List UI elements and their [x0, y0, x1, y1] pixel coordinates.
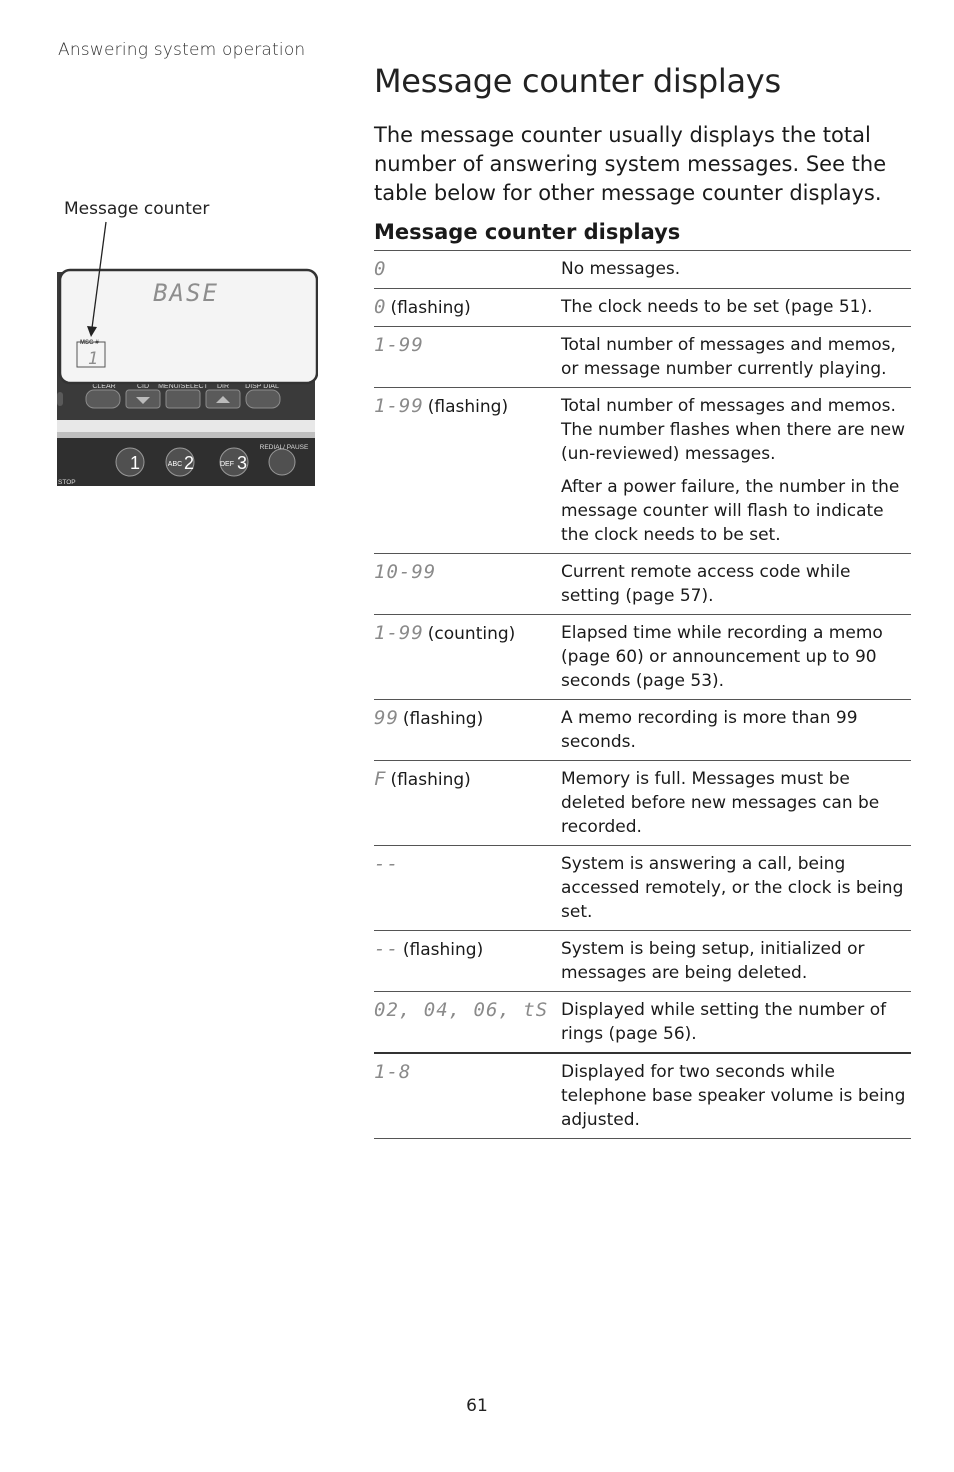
description-cell — [561, 295, 911, 320]
description-cell — [561, 560, 911, 608]
description-cell — [561, 621, 911, 693]
lcd-base-text: BASE — [153, 279, 219, 307]
description-cell — [561, 257, 911, 282]
display-cell — [374, 394, 561, 547]
description-text: After a power failure, the number in the message counter will flash to indicate the clock needs to be set. — [561, 477, 900, 545]
clear-button[interactable] — [86, 390, 120, 408]
disp-dial-button[interactable] — [246, 390, 280, 408]
table-row — [374, 289, 911, 327]
display-note: (flashing) — [402, 940, 484, 960]
description-cell — [561, 1060, 911, 1132]
table-row — [374, 554, 911, 615]
segment-display: -- — [374, 853, 399, 875]
stop-label: STOP — [58, 479, 76, 486]
table-row — [374, 327, 911, 388]
cid-label: CID — [136, 383, 150, 390]
description-text: System is being setup, initialized or messages are being deleted. — [561, 939, 865, 983]
display-cell — [374, 1060, 561, 1132]
svg-text:2: 2 — [183, 453, 195, 473]
segment-display: 1-8 — [374, 1061, 412, 1083]
display-cell — [374, 767, 561, 839]
display-note: (flashing) — [390, 770, 471, 790]
description-cell — [561, 852, 911, 924]
segment-display: F — [374, 768, 387, 790]
table-heading: Message counter displays — [374, 220, 681, 244]
clear-label: CLEAR — [92, 383, 116, 390]
table-row — [374, 846, 911, 931]
segment-display: 99 — [374, 707, 399, 729]
display-cell — [374, 560, 561, 608]
svg-text:ABC: ABC — [167, 461, 183, 468]
description-text: Elapsed time while recording a memo (page 60) or announcement up to 90 seconds (page 53). — [561, 623, 883, 691]
display-note: (flashing) — [427, 397, 509, 417]
display-cell — [374, 706, 561, 754]
svg-text:1: 1 — [129, 453, 141, 473]
description-cell — [561, 937, 911, 985]
segment-display: 02, 04, 06, tS — [374, 999, 549, 1021]
description-cell — [561, 767, 911, 839]
section-label: Answering system operation — [58, 40, 306, 60]
display-cell — [374, 621, 561, 693]
segment-display: 1-99 — [374, 622, 424, 644]
telephone-base-illustration — [56, 220, 318, 490]
intro-paragraph: The message counter usually displays the total number of answering system messages. See the table below for other message counter displays. — [374, 123, 887, 205]
table-row — [374, 1054, 911, 1139]
segment-display: 0 — [374, 258, 387, 280]
svg-text:DEF: DEF — [220, 461, 234, 468]
display-cell — [374, 333, 561, 381]
segment-display: 1-99 — [374, 334, 424, 356]
description-text: No messages. — [561, 259, 681, 279]
disp-dial-label: DISP DIAL — [245, 383, 279, 390]
msg-label: MSG # — [80, 340, 99, 346]
table-row — [374, 615, 911, 700]
description-text: The clock needs to be set (page 51). — [561, 297, 873, 317]
table-row — [374, 761, 911, 846]
display-cell — [374, 998, 561, 1046]
description-text: Total number of messages and memos. The number flashes when there are new (un-reviewed) messages. — [561, 396, 905, 464]
table-row — [374, 700, 911, 761]
description-text: A memo recording is more than 99 seconds. — [561, 708, 858, 752]
figure-callout-label: Message counter — [64, 199, 210, 219]
description-text: Memory is full. Messages must be deleted before new messages can be recorded. — [561, 769, 880, 837]
page-title: Message counter displays — [374, 62, 781, 100]
table-row — [374, 251, 911, 289]
dir-label: DIR — [216, 383, 230, 390]
menu-select-button[interactable] — [166, 390, 200, 408]
segment-display: 0 — [374, 296, 387, 318]
msg-value: 1 — [87, 349, 99, 369]
segment-display: 1-99 — [374, 395, 424, 417]
redial-pause-button[interactable] — [269, 449, 295, 475]
description-cell — [561, 706, 911, 754]
description-cell — [561, 333, 911, 381]
message-counter-table — [374, 250, 911, 1139]
display-cell — [374, 852, 561, 924]
page-number: 61 — [466, 1396, 488, 1416]
description-cell — [561, 998, 911, 1046]
redial-pause-label: REDIAL/ PAUSE — [259, 444, 309, 451]
display-note: (flashing) — [402, 709, 484, 729]
table-row — [374, 992, 911, 1054]
display-cell — [374, 295, 561, 320]
description-text: System is answering a call, being accessed remotely, or the clock is being set. — [561, 854, 904, 922]
segment-display: -- — [374, 938, 399, 960]
description-text: Displayed while setting the number of rings (page 56). — [561, 1000, 887, 1044]
table-row — [374, 931, 911, 992]
description-text: Total number of messages and memos, or message number currently playing. — [561, 335, 896, 379]
display-note: (flashing) — [390, 298, 471, 318]
segment-display: 10-99 — [374, 561, 437, 583]
display-cell — [374, 937, 561, 985]
table-row — [374, 388, 911, 554]
description-text: Current remote access code while setting (page 57). — [561, 562, 851, 606]
menu-select-label: MENU/SELECT — [158, 383, 208, 390]
description-cell — [561, 394, 911, 547]
display-cell — [374, 257, 561, 282]
svg-text:3: 3 — [236, 453, 248, 473]
description-text: Displayed for two seconds while telephone base speaker volume is being adjusted. — [561, 1062, 906, 1130]
display-note: (counting) — [427, 624, 516, 644]
